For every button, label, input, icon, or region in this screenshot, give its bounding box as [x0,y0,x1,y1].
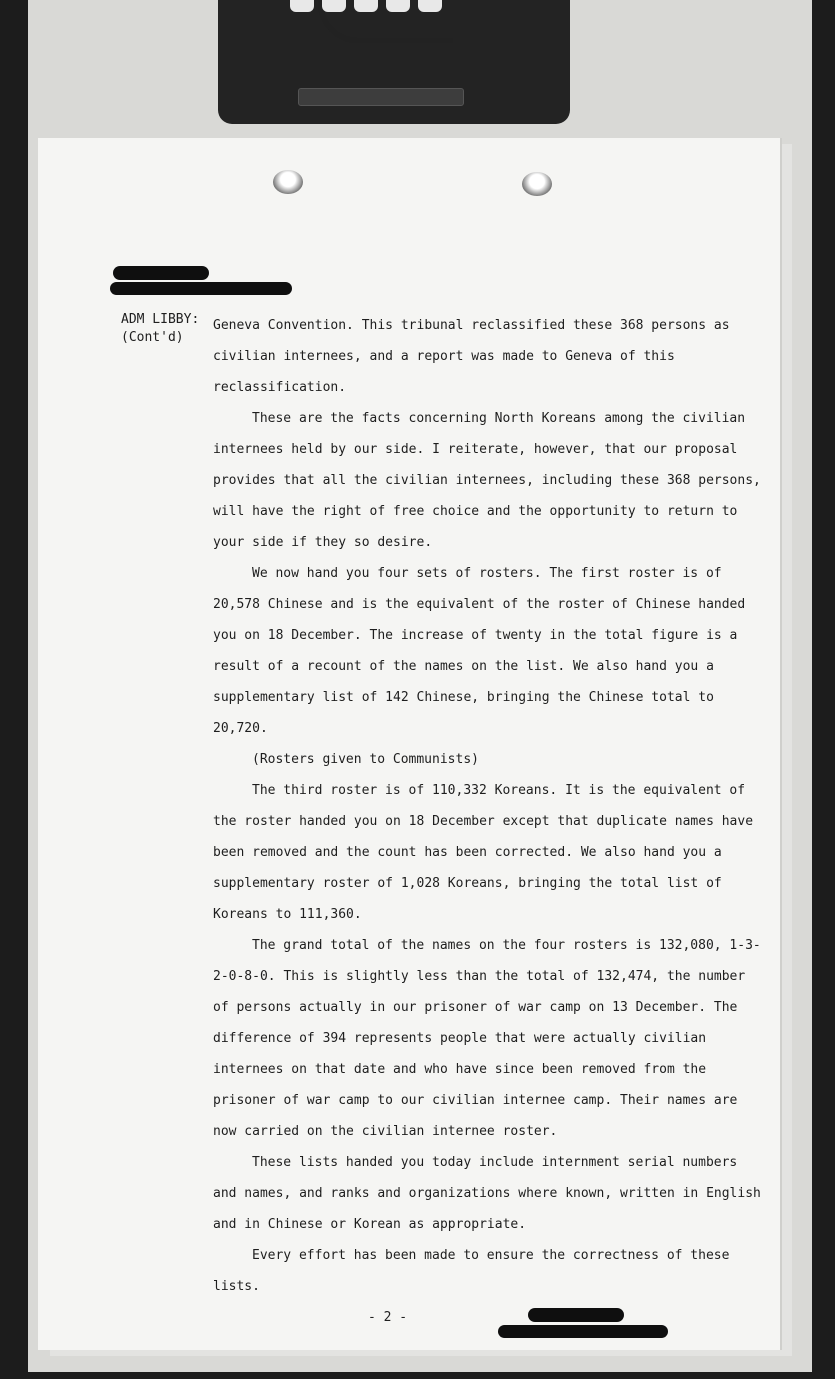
redaction-bar-top-short [113,266,209,280]
clamp-key [322,0,346,12]
scanner-clamp [218,0,570,124]
paragraph: These are the facts concerning North Koreans among the civilian internees held by our side. I reiterate, however, that our proposal provides that all the civilian internees, including these 368 persons, will have the right of free choice and the opportunity to return to your side if they so desire. [213,411,761,550]
paragraph: The third roster is of 110,332 Koreans. It is the equivalent of the roster handed you on 18 December except that duplicate names have been removed and the count has been corrected. We also hand you a supplementary roster of 1,028 Koreans, bringing the total list of Koreans to 111,360. [213,783,754,922]
document-page [38,138,780,1350]
body-text [213,310,763,1302]
page-number: - 2 - [368,1310,408,1325]
redaction-bar-bottom-long [498,1325,668,1338]
clamp-key [290,0,314,12]
clamp-key [418,0,442,12]
speaker-label [121,311,199,347]
clamp-slot [298,88,464,106]
paragraph: Every effort has been made to ensure the correctness of these lists. [213,1248,730,1294]
clamp-keys [290,0,442,12]
punch-hole-right [522,172,552,196]
paragraph: These lists handed you today include internment serial numbers and names, and ranks and organizations where known, written in English and in Chinese or Korean as appropriate. [213,1155,761,1232]
clamp-key [386,0,410,12]
speaker-note: (Cont'd) [121,330,184,345]
paragraph: The grand total of the names on the four rosters is 132,080, 1-3-2-0-8-0. This is slightly less than the total of 132,474, the number of persons actually in our prisoner of war camp on 13 December. The difference of 394 represents people that were actually civilian internees on that date and who have since been removed from the prisoner of war camp to our civilian internee camp. Their names are now carried on the civilian internee roster. [213,938,761,1139]
clamp-key [354,0,378,12]
paragraph: Geneva Convention. This tribunal reclassified these 368 persons as civilian internees, and a report was made to Geneva of this reclassification. [213,318,730,395]
punch-hole-left [273,170,303,194]
paragraph: We now hand you four sets of rosters. The first roster is of 20,578 Chinese and is the equivalent of the roster of Chinese handed you on 18 December. The increase of twenty in the total figure is a result of a recount of the names on the list. We also hand you a supplementary list of 142 Chinese, bringing the Chinese total to 20,720. [213,566,746,736]
redaction-bar-top-long [110,282,292,295]
speaker-name: ADM LIBBY: [121,312,200,327]
redaction-bar-bottom-short [528,1308,624,1322]
paragraph: (Rosters given to Communists) [252,752,479,767]
